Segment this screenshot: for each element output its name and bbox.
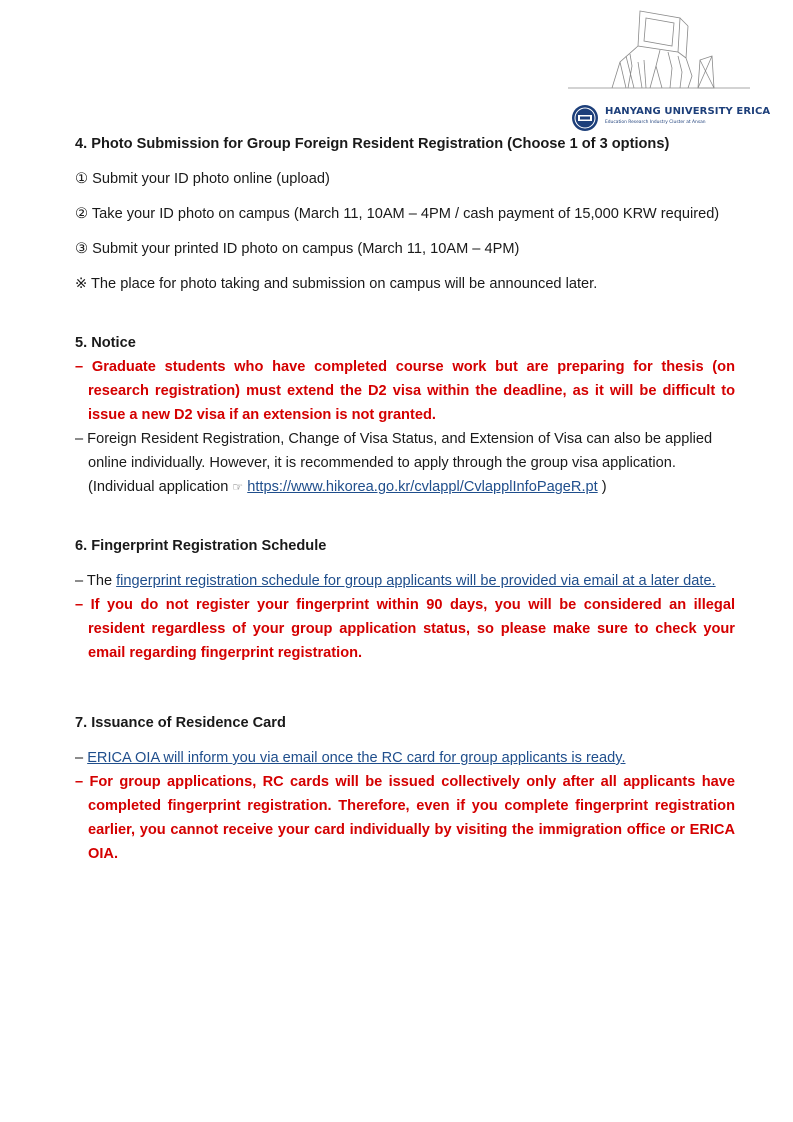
photo-place-note: ※ The place for photo taking and submission on campus will be announced later.: [75, 276, 598, 292]
online-application-text: – Foreign Resident Registration, Change of Visa Status, and Extension of Visa can also be applied online individually. However, it is recommended to apply through the group visa application.: [75, 431, 713, 471]
university-logo: [560, 6, 771, 134]
online-application-info: [75, 427, 735, 499]
individual-application-prefix: (Individual application: [88, 479, 229, 495]
fingerprint-schedule-prefix: – The: [75, 573, 113, 589]
logo-subtitle: Education Research Industry Cluster at Ansan: [605, 120, 706, 125]
photo-option-3: ③ Submit your printed ID photo on campus (March 11, 10AM – 4PM): [75, 241, 520, 257]
rc-card-ready-link[interactable]: ERICA OIA will inform you via email once the RC card for group applicants is ready.: [87, 750, 626, 766]
fingerprint-schedule-link[interactable]: fingerprint registration schedule for group applicants will be provided via email at a later date.: [116, 573, 716, 589]
pointing-hand-icon: ☞: [232, 480, 244, 494]
university-emblem-icon: [571, 104, 599, 132]
building-line-art: [560, 6, 760, 106]
rc-card-ready-line: [75, 746, 735, 770]
fingerprint-deadline-warning: – If you do not register your fingerprint within 90 days, you will be considered an illegal resident regardless of your group application status, so please make sure to check your email regarding fingerprint registration.: [75, 597, 735, 661]
section-7-heading: 7. Issuance of Residence Card: [75, 715, 286, 731]
section-4-heading: 4. Photo Submission for Group Foreign Resident Registration (Choose 1 of 3 options): [75, 136, 670, 152]
photo-option-2: ② Take your ID photo on campus (March 11, 10AM – 4PM / cash payment of 15,000 KRW required): [75, 206, 720, 222]
d2-visa-warning: – Graduate students who have completed course work but are preparing for thesis (on research registration) must extend the D2 visa within the deadline, as it will be difficult to issue a new D2 visa if an extension is not granted.: [75, 359, 735, 423]
document-body: [75, 132, 735, 866]
fingerprint-schedule-line: [75, 569, 735, 593]
logo-university-name: HANYANG UNIVERSITY ERICA: [605, 106, 771, 117]
individual-application-suffix: ): [601, 479, 607, 495]
photo-option-1: ① Submit your ID photo online (upload): [75, 171, 330, 187]
hikorea-link[interactable]: https://www.hikorea.go.kr/cvlappl/CvlapplInfoPageR.pt: [247, 479, 598, 495]
section-6-heading: 6. Fingerprint Registration Schedule: [75, 538, 327, 554]
rc-card-ready-prefix: –: [75, 750, 84, 766]
rc-card-collective-warning: – For group applications, RC cards will be issued collectively only after all applicants have completed fingerprint registration. Therefore, even if you complete fingerprint registration earlier, you cannot receive your card individually by visiting the immigration office or ERICA OIA.: [75, 774, 735, 862]
section-5-heading: 5. Notice: [75, 335, 136, 351]
